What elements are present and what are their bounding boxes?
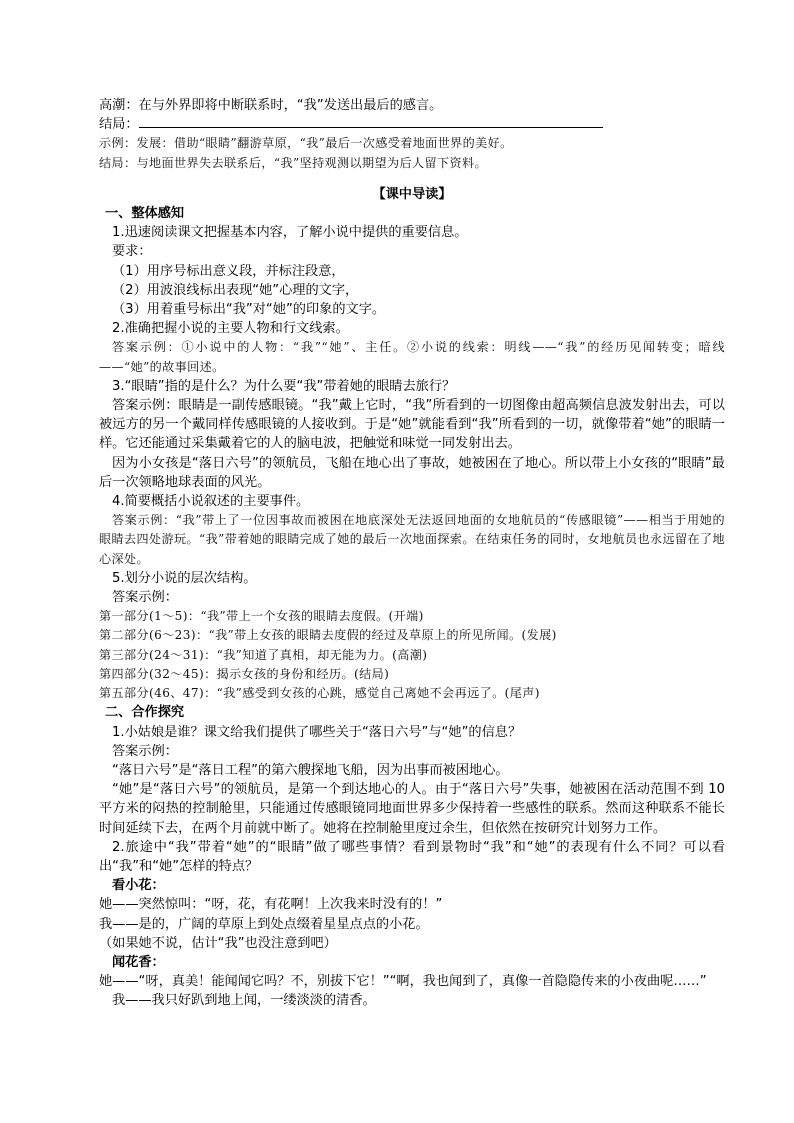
- part1-a3-p1: 答案示例：眼睛是一副传感眼镜。“我”戴上它时，“我”所看到的一切图像由超高频信息波发射出去，可以被远方的另一个戴同样传感眼镜的人接收到。于是“她”就能看到“我”所看到的一切，就像带着“她”的眼睛一样。它还能通过采集戴着它的人的脑电波，把触觉和味觉一同发射出去。: [99, 398, 725, 452]
- req-item: （1）用序号标出意义段，并标注段意，: [112, 263, 345, 279]
- ending-line: [99, 115, 725, 134]
- part2-heading: 二、合作探究: [105, 705, 185, 721]
- page-content: [99, 96, 725, 1011]
- part1-a2: 答案示例：①小说中的人物：“我”“她”、主任。②小说的线索：明线——“我”的经历见闻转变；暗线——“她”的故事回述。: [99, 340, 725, 374]
- part1-req-label: 要求：: [112, 244, 152, 260]
- smell-her: 她——“呀，真美！能闻闻它吗？不，别拔下它！”“啊，我也闻到了，真像一首隐隐传来的小夜曲呢……”: [99, 974, 707, 990]
- structure-item: 第五部分(46、47)：“我”感受到女孩的心跳，感觉自己离她不会再远了。(尾声): [99, 686, 540, 701]
- smell-me: 我——我只好趴到地上闻，一缕淡淡的清香。: [112, 993, 376, 1009]
- structure-item: 第四部分(32～45)：揭示女孩的身份和经历。(结局): [99, 666, 390, 681]
- part2-a1-p1: “落日六号”是“落日工程”的第六艘探地飞船，因为出事而被困地心。: [112, 762, 509, 778]
- part2-a1-label: 答案示例：: [112, 743, 178, 759]
- structure-item: 第一部分(1～5)：“我”带上一个女孩的眼睛去度假。(开端): [99, 609, 424, 624]
- part1-q3: 3.“眼睛”指的是什么？为什么要“我”带着她的眼睛去旅行？: [112, 378, 456, 394]
- climax-line: 高潮：在与外界即将中断联系时，“我”发送出最后的感言。: [99, 98, 443, 113]
- part1-q5: 5.划分小说的层次结构。: [112, 570, 257, 586]
- structure-item: 第三部分(24～31)：“我”知道了真相，却无能为力。(高潮): [99, 647, 428, 662]
- example-line-1: 示例：发展：借助“眼睛”翻游草原，“我”最后一次感受着地面世界的美好。: [99, 136, 513, 151]
- part1-a5-label: 答案示例：: [112, 590, 178, 606]
- flower-heading: 看小花：: [112, 878, 165, 894]
- flower-me: 我——是的，广阔的草原上到处点缀着星星点点的小花。: [99, 916, 429, 932]
- req-item: （3）用着重号标出“我”对“她”的印象的文字。: [112, 302, 386, 318]
- part2-q2: 2.旅途中“我”带着“她”的“眼睛”做了哪些事情？看到景物时“我”和“她”的表现有什么不同？可以看出“我”和“她”怎样的特点？: [99, 839, 725, 874]
- section-title: 【课中导读】: [372, 186, 452, 202]
- smell-heading: 闻花香：: [112, 954, 165, 970]
- part1-a3-p2: 因为小女孩是“落日六号”的领航员，飞船在地心出了事故，她被困在了地心。所以带上小女孩的“眼睛”最后一次领略地球表面的风光。: [99, 455, 725, 490]
- part2-a1-p2: “她”是“落日六号”的领航员，是第一个到达地心的人。由于“落日六号”失事，她被困在活动范围不到 10 平方米的闷热的控制舱里，只能通过传感眼镜同地面世界多少保持着一些感性的联系。然而这种联系不能长时间延续下去，在两个月前就中断了。她将在控制舱里度过余生，但依然在按研究计划努力工作。: [99, 782, 725, 836]
- part1-q2: 2.准确把握小说的主要人物和行文线索。: [112, 321, 349, 337]
- part1-q1: 1.迅速阅读课文把握基本内容，了解小说中提供的重要信息。: [112, 225, 468, 241]
- flower-note: （如果她不说，估计“我”也没注意到吧）: [99, 935, 337, 951]
- part1-q4: 4.简要概括小说叙述的主要事件。: [112, 494, 310, 510]
- part1-a4: 答案示例：“我”带上了一位因事故而被困在地底深处无法返回地面的女地航员的“传感眼镜”——相当于用她的眼睛去四处游玩。“我”带着她的眼睛完成了她的最后一次地面探索。在结束任务的同时，女地航员也永远留在了地心深处。: [99, 513, 725, 566]
- part1-heading: 一、整体感知: [105, 206, 185, 222]
- structure-item: 第二部分(6～23)：“我”带上女孩的眼睛去度假的经过及草原上的所见所闻。(发展): [99, 628, 557, 643]
- flower-her: 她——突然惊叫：“呀，花，有花啊！上次我来时没有的！”: [99, 897, 443, 913]
- req-item: （2）用波浪线标出表现“她”心理的文字，: [112, 282, 359, 298]
- ending-blank[interactable]: [139, 115, 603, 128]
- ending-label: 结局：: [99, 117, 139, 133]
- spacer: [99, 173, 725, 185]
- example-line-2: 结局：与地面世界失去联系后，“我”坚持观测以期望为后人留下资料。: [99, 155, 487, 170]
- part2-q1: 1.小姑娘是谁？课文给我们提供了哪些关于“落日六号”与“她”的信息？: [112, 724, 522, 740]
